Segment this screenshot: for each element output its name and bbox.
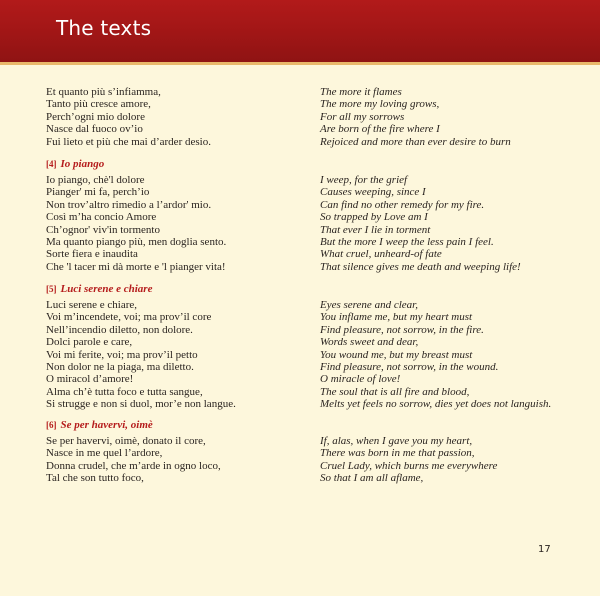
italian-line: Non dolor ne la piaga, ma diletto.: [46, 361, 194, 374]
english-line: The soul that is all fire and blood,: [320, 385, 470, 398]
italian-line: Perch’ogni mio dolore: [46, 110, 145, 123]
english-line: If, alas, when I gave you my heart,: [320, 435, 473, 447]
english-line: Are born of the fire where I: [320, 123, 440, 136]
italian-line: Ch’ognor' viv'in tormento: [46, 223, 160, 236]
italian-line: Luci serene e chiare,: [46, 299, 137, 311]
english-line: Eyes serene and clear,: [320, 299, 418, 311]
english-line: Find pleasure, not sorrow, in the fire.: [320, 323, 484, 336]
english-stanza-continuation: [320, 86, 580, 148]
italian-line: Et quanto più s’infiamma,: [46, 86, 161, 98]
italian-line: Che 'l tacer mi dà morte e 'l pianger vita!: [46, 260, 226, 273]
italian-stanza-continuation: [46, 86, 296, 148]
section-heading-luci-serene: [46, 282, 296, 296]
english-line: The more my loving grows,: [320, 98, 440, 111]
italian-line: Alma ch’è tutta foco e tutta sangue,: [46, 385, 203, 398]
italian-line: Nasce dal fuoco ov’io: [46, 123, 143, 136]
english-line: So trapped by Love am I: [320, 211, 428, 224]
english-line: But the more I weep the less pain I feel.: [320, 236, 494, 249]
italian-line: Pianger' mi fa, perch’io: [46, 186, 150, 199]
italian-line: Voi m’incendete, voi; ma prov’il core: [46, 311, 212, 324]
italian-line: Donna crudel, che m’arde in ogno loco,: [46, 459, 221, 472]
italian-line: Se per havervi, oimè, donato il core,: [46, 435, 206, 447]
english-line: What cruel, unheard-of fate: [320, 248, 442, 261]
english-line: For all my sorrows: [320, 110, 405, 123]
english-stanza-luci-serene: [320, 299, 580, 411]
section-number: [4]: [46, 159, 57, 169]
italian-stanza-se-per-havervi: [46, 435, 296, 485]
english-line: Rejoiced and more than ever desire to burn: [320, 135, 511, 148]
english-line: Melts yet feels no sorrow, dies yet does not languish.: [320, 398, 552, 411]
section-heading-se-per-havervi: [46, 418, 296, 432]
italian-line: Tal che son tutto foco,: [46, 472, 144, 485]
english-line: Words sweet and dear,: [320, 336, 419, 349]
italian-line: Nasce in me quel l’ardore,: [46, 447, 163, 460]
english-stanza-se-per-havervi: [320, 435, 580, 485]
italian-line: Si strugge e non si duol, mor’e non langue.: [46, 398, 236, 411]
italian-line: Io piango, chè'l dolore: [46, 174, 145, 186]
section-title: Luci serene e chiare: [60, 283, 153, 295]
italian-line: Dolci parole e care,: [46, 336, 133, 349]
page-title: The texts: [56, 16, 152, 40]
english-line: Cruel Lady, which burns me everywhere: [320, 459, 498, 472]
italian-line: Voi mi ferite, voi; ma prov’il petto: [46, 348, 198, 361]
section-title: Se per havervi, oimè: [60, 419, 153, 431]
english-line: Can find no other remedy for my fire.: [320, 198, 485, 211]
english-line: So that I am all aflame,: [320, 472, 424, 485]
section-number: [6]: [46, 420, 57, 430]
italian-line: Ma quanto piango più, men doglia sento.: [46, 236, 227, 249]
english-line: The more it flames: [320, 86, 402, 98]
english-line: O miracle of love!: [320, 373, 401, 386]
english-line: I weep, for the grief: [320, 174, 408, 186]
english-line: You wound me, but my breast must: [320, 348, 473, 361]
section-number: [5]: [46, 284, 57, 294]
section-title: Io piango: [60, 158, 105, 170]
italian-stanza-io-piango: [46, 174, 296, 273]
italian-line: Sorte fiera e inaudita: [46, 248, 138, 261]
page-number: 17: [538, 544, 551, 555]
english-line: That ever I lie in torment: [320, 223, 431, 236]
italian-line: Non trov’altro rimedio a l’ardor' mio.: [46, 198, 212, 211]
english-line: Find pleasure, not sorrow, in the wound.: [320, 361, 499, 374]
italian-line: Nell’incendio diletto, non dolore.: [46, 323, 193, 336]
english-stanza-io-piango: [320, 174, 580, 273]
italian-line: Così m’ha concio Amore: [46, 211, 157, 224]
english-line: You inflame me, but my heart must: [320, 311, 473, 324]
english-line: There was born in me that passion,: [320, 447, 475, 460]
header-bar: [0, 0, 600, 65]
italian-line: O miracol d’amore!: [46, 373, 134, 386]
italian-stanza-luci-serene: [46, 299, 296, 411]
section-heading-io-piango: [46, 157, 296, 171]
english-line: That silence gives me death and weeping life!: [320, 260, 521, 273]
italian-line: Tanto più cresce amore,: [46, 98, 151, 111]
english-line: Causes weeping, since I: [320, 186, 426, 199]
italian-line: Fui lieto et più che mai d’arder desio.: [46, 135, 211, 148]
